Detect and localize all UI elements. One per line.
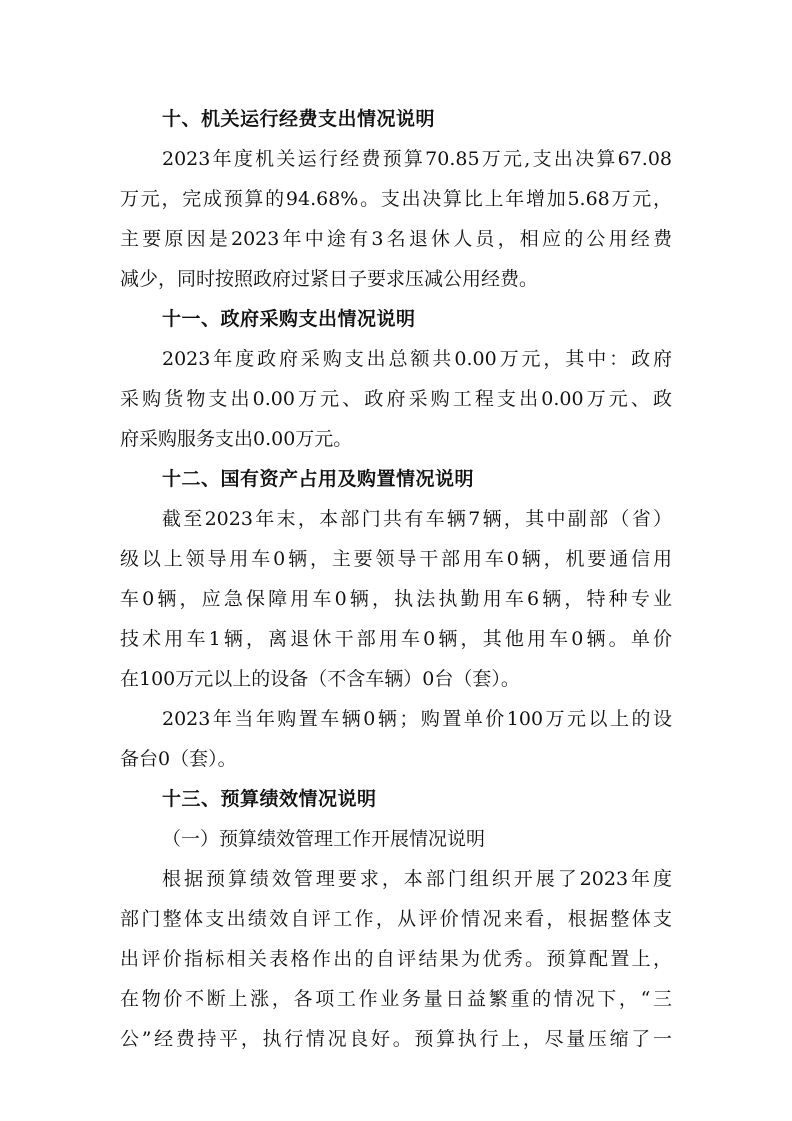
text-line: 在物价不断上涨，各项工作业务量日益繁重的情况下，“三: [120, 988, 672, 1010]
section-13: [120, 779, 672, 1059]
paragraph: [120, 339, 672, 459]
text-line: 公”经费持平，执行情况良好。预算执行上，尽量压缩了一: [120, 1028, 672, 1050]
text-line: 在100万元以上的设备（不含车辆）0台（套）。: [120, 668, 520, 690]
text-line: 2023年当年购置车辆0辆；购置单价100万元以上的设: [162, 708, 672, 730]
text-line: 备台0（套）。: [120, 748, 237, 770]
text-line: 府采购服务支出0.00万元。: [120, 428, 353, 450]
text-line: 2023年度机关运行经费预算70.85万元,支出决算67.08: [162, 148, 672, 170]
text-line: 截至2023年末，本部门共有车辆7辆，其中副部（省）: [162, 508, 672, 530]
section-heading: 十、机关运行经费支出情况说明: [162, 108, 436, 130]
section-12: [120, 459, 672, 779]
section-subheading: （一）预算绩效管理工作开展情况说明: [162, 828, 486, 850]
text-line: 部门整体支出绩效自评工作，从评价情况来看，根据整体支: [120, 908, 672, 930]
text-line: 减少，同时按照政府过紧日子要求压减公用经费。: [120, 268, 539, 290]
text-line: 车0辆，应急保障用车0辆，执法执勤用车6辆，特种专业: [120, 588, 672, 610]
section-heading: 十三、预算绩效情况说明: [162, 788, 377, 810]
text-line: 2023年度政府采购支出总额共0.00万元，其中：政府: [162, 348, 672, 370]
section-10: [120, 99, 672, 299]
paragraph: [120, 139, 672, 299]
text-line: 万元，完成预算的94.68%。支出决算比上年增加5.68万元，: [120, 188, 672, 210]
text-line: 级以上领导用车0辆，主要领导干部用车0辆，机要通信用: [120, 548, 672, 570]
paragraph: [120, 699, 672, 779]
section-heading: 十二、国有资产占用及购置情况说明: [162, 468, 475, 490]
text-line: 出评价指标相关表格作出的自评结果为优秀。预算配置上，: [120, 948, 672, 970]
text-line: 采购货物支出0.00万元、政府采购工程支出0.00万元、政: [120, 388, 672, 410]
text-line: 主要原因是2023年中途有3名退休人员，相应的公用经费: [120, 228, 672, 250]
document-body: [120, 99, 672, 1059]
section-heading: 十一、政府采购支出情况说明: [162, 308, 416, 330]
text-line: 根据预算绩效管理要求，本部门组织开展了2023年度: [162, 868, 672, 890]
section-11: [120, 299, 672, 459]
text-line: 技术用车1辆，离退休干部用车0辆，其他用车0辆。单价: [120, 628, 672, 650]
paragraph: [120, 499, 672, 699]
paragraph: [120, 859, 672, 1059]
